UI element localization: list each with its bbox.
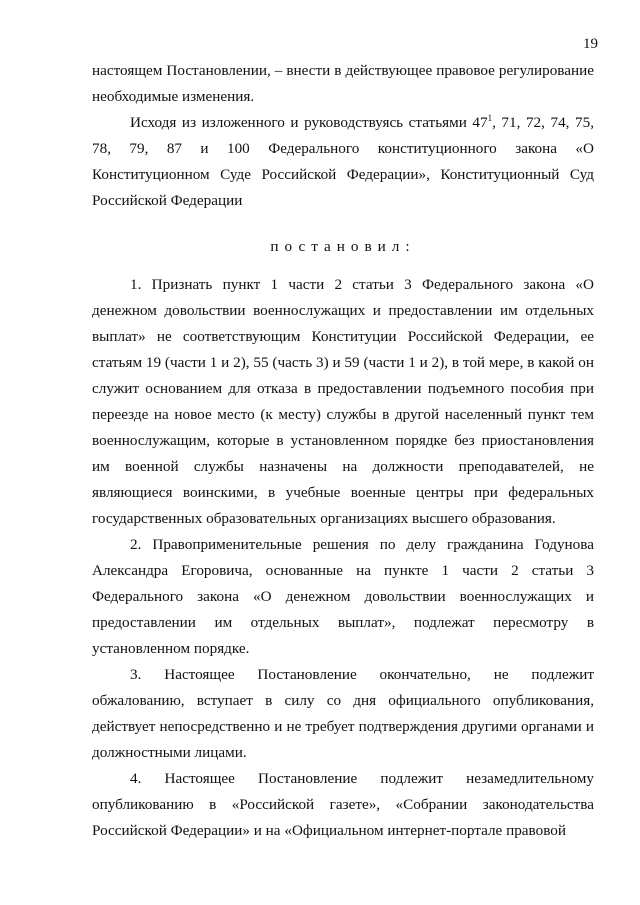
paragraph-item-1: 1. Признать пункт 1 части 2 статьи 3 Федерального закона «О денежном довольствии военнослужащих и предоставлении им отдельных выплат» не соответствующим Конституции Российской Федерации, ее статьям 19 (части 1 и 2), 55 (часть 3) и 59 (части 1 и 2), в той мере, в какой он служит основанием для отказа в предоставлении подъемного пособия при переезде на новое место (к месту) службы в другой населенный пункт тем военнослужащим, которые в установленном порядке без приостановления им военной службы назначены на должности преподавателей, не являющиеся воинскими, в учебные военные центры при федеральных государственных образовательных организациях высшего образования.: [92, 276, 594, 527]
page-number: 19: [583, 36, 598, 52]
document-body: [92, 58, 594, 844]
preamble-text-start: Исходя из изложенного и руководствуясь статьями 47: [130, 114, 488, 131]
resolution-heading: постановил:: [270, 238, 416, 255]
paragraph-item-3: 3. Настоящее Постановление окончательно, не подлежит обжалованию, вступает в силу со дня официального опубликования, действует непосредственно и не требует подтверждения другими органами и должностными лицами.: [92, 666, 594, 761]
paragraph-item-4: 4. Настоящее Постановление подлежит незамедлительному опубликованию в «Российской газете», «Собрании законодательства Российской Федерации» и на «Официальном интернет-портале правовой: [92, 770, 594, 839]
article-superscript: 1: [487, 112, 493, 123]
paragraph-item-2: 2. Правоприменительные решения по делу гражданина Годунова Александра Егоровича, основанные на пункте 1 части 2 статьи 3 Федерального закона «О денежном довольствии военнослужащих и предоставлении им отдельных выплат», подлежат пересмотру в установленном порядке.: [92, 536, 594, 657]
paragraph-continuation: настоящем Постановлении, – внести в действующее правовое регулирование необходимые изменения.: [92, 62, 594, 105]
preamble-text-end: , 71, 72, 74, 75, 78, 79, 87 и 100 Федерального конституционного закона «О Конституционном Суде Российской Федерации», Конституционный Суд Российской Федерации: [92, 114, 595, 209]
paragraph-preamble: [92, 110, 594, 214]
